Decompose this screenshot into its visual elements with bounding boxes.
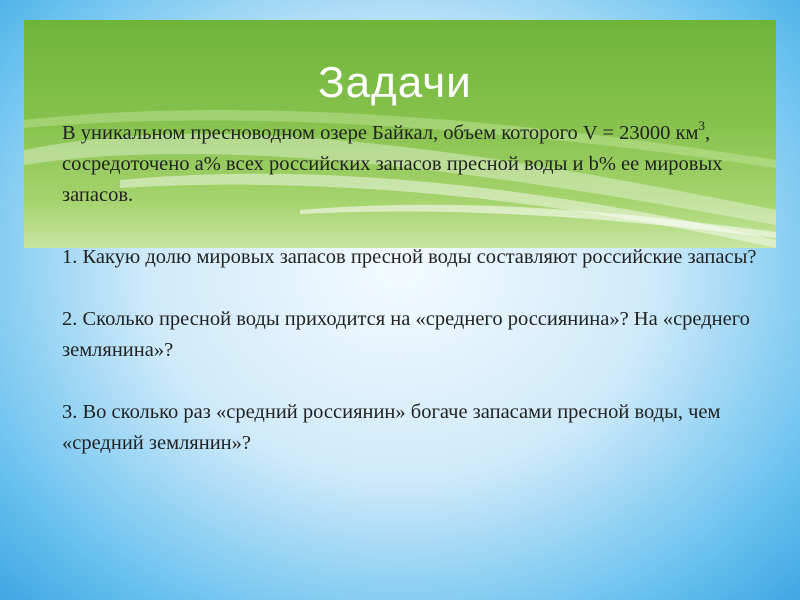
cubic-superscript: 3 bbox=[698, 118, 705, 134]
question-3: 3. Во сколько раз «средний россиянин» богаче запасами пресной воды, чем «средний землянин»? bbox=[62, 401, 721, 454]
question-2: 2. Сколько пресной воды приходится на «среднего россиянина»? На «среднего землянина»? bbox=[62, 308, 750, 361]
intro-text-part1: В уникальном пресноводном озере Байкал, объем которого V = 23000 км bbox=[62, 122, 699, 144]
slide-body bbox=[62, 118, 762, 459]
intro-paragraph bbox=[62, 118, 762, 211]
intro-text-part2: , сосредоточено а% всех российских запасов пресной воды и b% ее мировых запасов. bbox=[62, 122, 723, 206]
slide-title: Задачи bbox=[318, 58, 472, 107]
question-1: 1. Какую долю мировых запасов пресной воды составляют российские запасы? bbox=[62, 246, 757, 268]
